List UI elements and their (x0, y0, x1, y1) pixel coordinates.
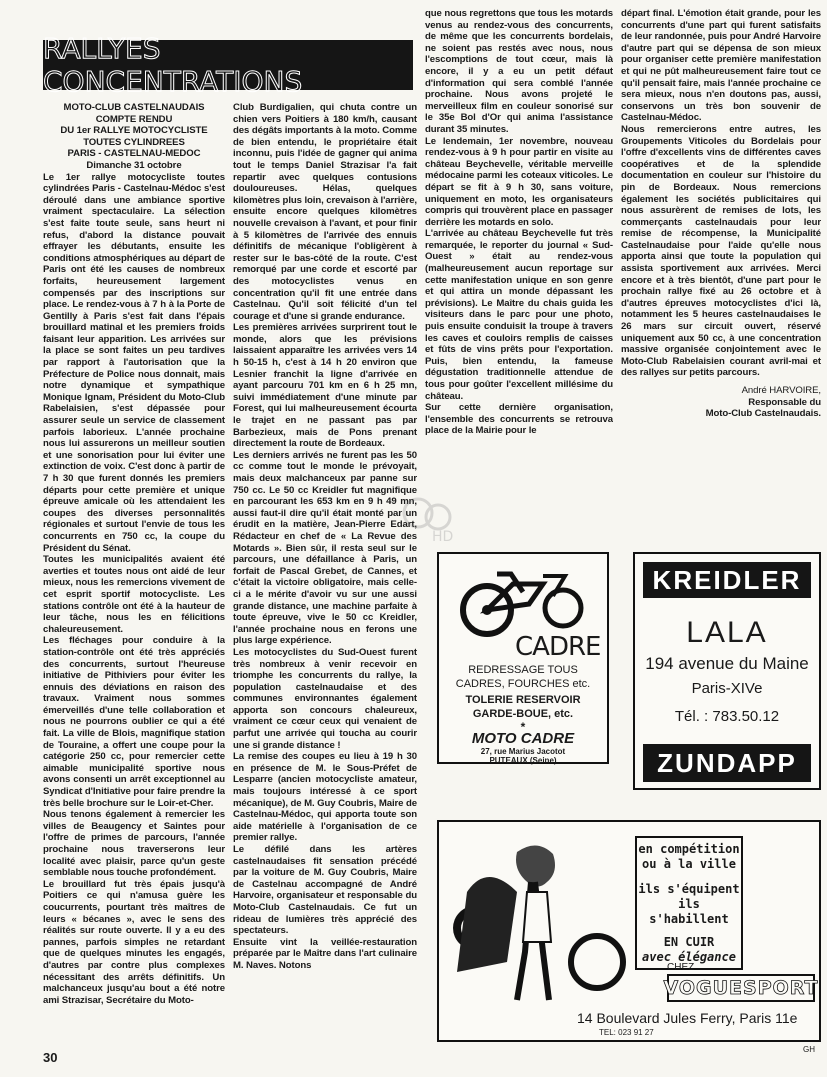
paragraph: Le lendemain, 1er novembre, nouveau rendez-vous à 9 h pour partir en visite au château Beychevelle, véritable merveille médocaine parmi les coteaux viticoles. Le départ se fit à 9 h 30, sans voiture, uniquement en moto, les organisateurs compris qui trouvèrent place en passager derrière les motards en solo. (425, 135, 613, 228)
heading-line: PARIS - CASTELNAU-MEDOC (67, 148, 201, 160)
paragraph: que nous regrettons que tous les motards venus au rendez-vous des concurrents, de même que les concurrents bordelais, ne soient pas restés avec nous, nous l'escomptions de tout cœur, mais là encore, il y a eu un petit défaut d'information qui sera comblé l'année prochaine. Nous avons projeté le merveilleux film en couleur sonorisé sur le 35e Bol d'Or qui anima l'assistance durant 35 minutes. (425, 8, 613, 135)
paragraph: Toutes les municipalités avaient été averties et toutes nous ont aidé de leur mieux, nous les remercions vivement de cet esprit sportif motocycliste. Les stations contrôle ont été à la hauteur de leur tâche, nous les en félicitions chaleureusement. (43, 554, 225, 635)
article-column-2 (233, 102, 417, 1042)
article-column-4 (621, 8, 821, 518)
signature-club: Moto-Club Castelnaudais. (705, 408, 821, 420)
slogan-line: ils s'équipent (638, 882, 740, 896)
ad-vogue-address: 14 Boulevard Jules Ferry, Paris 11e (577, 1010, 798, 1026)
page-number: 30 (43, 1050, 58, 1065)
ad-cadre-address: 27, rue Marius Jacotot (480, 747, 566, 756)
paragraph: Ensuite vint la veillée-restauration préparée par le Maître dans l'art culinaire M. Naves. Notons (233, 936, 417, 971)
ad-cadre-line: REDRESSAGE TOUS (468, 664, 578, 676)
ad-vogue-brand: VOGUESPORT (667, 974, 815, 1002)
ad-moto-cadre (437, 552, 609, 764)
signature (621, 385, 821, 420)
article-column-3 (425, 8, 613, 540)
ad-kreidler-tel: Tél. : 783.50.12 (674, 708, 780, 725)
slogan-line: en compétition (638, 842, 740, 856)
paragraph: Nous remercierons entre autres, les Groupements Viticoles du Bordelais pour l'offre d'excellents vins de différentes caves coopératives et de la splendide documentation en couleur sur l'histoire du pin de Bordeaux. Nous remercions également les sociétés publicitaires qui nous assurèrent de remises de lots, les commerçants castelnaudais pour leur remise de récompense, la Municipalité Castelnaudaise pour l'aide qu'elle nous apporta ainsi que toute la population qui assista sportivement aux arrivées. Merci encore et à très bientôt, d'une part pour le prochain rallye fixé au 26 octobre et à d'autres épreuves motocyclistes d'ici là, notamment les 5 heures castelnaudaises le 26 mars sur circuit ouvert, réservé uniquement aux 50 cc, à une concentration massive organisée conjointement avec le Moto-Club Rabelaisien courant avril-mai et des rallyes sur petits parcours. (621, 123, 821, 379)
moto-cadre-logo-icon (453, 568, 597, 638)
paragraph: Sur cette dernière organisation, l'ensemble des concurrents se retrouva place de la Mairie pour le (425, 402, 613, 437)
ad-kreidler-name: LALA (686, 616, 768, 649)
paragraph: Nous tenons également à remercier les villes de Beaugency et Saintes pour l'offre de primes de parcours, l'année prochaine nous traverserons leur localité avec plaisir, parce qu'un geste semblable nous touche profondément. (43, 809, 225, 879)
watermark-logo (400, 495, 460, 545)
svg-text:HD: HD (432, 529, 454, 545)
ad-kreidler-address: 194 avenue du Maine (645, 654, 809, 673)
signature-role: Responsable du (748, 396, 821, 408)
paragraph: Les derniers arrivés ne furent pas les 50 cc comme tout le monde le prévoyait, mais deux malchanceux par panne sur 750 cc. Le 50 cc Kreidler fut magnifique en parcourant les 653 km en 9 h 49 mn, aussi faut-il dire qu'il était monté par un érudit en la matière, Jean-Pierre Edart, Rédacteur en chef de « La Revue des Motards ». Bien sûr, il resta seul sur le parcours, une défaillance à Paris, un forfait de Pascal Grebet, de Cannes, et c'était la victoire obligatoire, mais celle-ci a le mérite d'avoir vu sur une aussi grande distance, une machine parfaite à toute épreuve, vive le 50 cc Kreidler, l'année prochaine nous en ferons une plus large expérience. (233, 449, 417, 647)
ad-kreidler-lala (633, 552, 821, 790)
ad-voguesport (437, 820, 821, 1054)
slogan-line: EN CUIR (663, 935, 715, 949)
paragraph: départ final. L'émotion était grande, pour les concurrents d'une part qui furent satisfaits de leur randonnée, puis pour André Harvoire d'autre part qui se dépensa de son mieux pour organiser cette première manifestation et qui ne pût malheureusement faire tout ce qu'il pensait faire, mais l'année prochaine ce sera mieux, nous n'en doutons pas, aussi, conservons un très bon souvenir de Castelnau-Médoc. (621, 8, 821, 124)
paragraph: Le défilé dans les artères castelnaudaises fit sensation précédé par la voiture de M. Guy Coubris, Maire de Castelnau accompagné de André Harvoire, organisateur et responsable du Moto-Club Castelnaudais. Ce fut un rideau de lumières très apprécié des spectateurs. (233, 844, 417, 937)
heading-line: DU 1er RALLYE MOTOCYCLISTE (60, 125, 208, 137)
rider-illustration-icon (447, 832, 627, 1004)
ad-vogue-chez: CHEZ (667, 962, 695, 973)
paragraph: La remise des coupes eu lieu à 19 h 30 en présence de M. le Sous-Préfet de Lesparre (ancien motocycliste amateur, mais toujours intéressé à ce sport mécanique), de M. Guy Coubris, Maire de Castelnau-Médoc, qui apporta toute son aide matérielle à l'organisation de ce premier rallye. (233, 751, 417, 844)
ad-cadre-name: MOTO CADRE (471, 730, 575, 747)
ad-cadre-line: CADRES, FOURCHES etc. (455, 678, 591, 690)
paragraph: L'arrivée au château Beychevelle fut très remarquée, le reporter du journal « Sud-Ouest » était au rendez-vous (malheureusement aucun reportage sur cette manifestation unique en son genre et qui attira un monde dépassant les prévisions). Le Maître du chais guida les visiteurs dans le parc pour une photo, puis ensuite conduisit la troupe à travers les caves et couloirs remplis de caisses et fûts de vins prêts pour l'exportation. Puis, bien entendu, la fameuse dégustation traditionnelle attendue de tous pour goûter l'excellent millésime du château. (425, 228, 613, 402)
ad-kreidler-bottom-bar: ZUNDAPP (643, 744, 811, 782)
slogan-line: ou à la ville (642, 857, 736, 871)
heading-line: MOTO-CLUB CASTELNAUDAIS (63, 102, 205, 113)
ad-cadre-line: GARDE-BOUE, etc. (472, 708, 574, 720)
ad-cadre-city: PUTEAUX (Seine) (489, 756, 557, 765)
heading-line: COMPTE RENDU (95, 113, 173, 125)
ad-cadre-brand: CADRE (515, 632, 601, 662)
section-banner: RALLYES CONCENTRATIONS (43, 40, 413, 90)
slogan-line: avec élégance (642, 950, 736, 964)
article-column-1 (43, 102, 225, 1042)
paragraph: Le brouillard fut très épais jusqu'à Poitiers ce qui n'amusa guère les coucurrents, pourtant très maîtres de leurs « bécanes », avec le sens des réalités sur route ouverte. Il y a eu des pannes, parfois simples ne retardant que de quelques minutes les engagés, d'autres par contre plus complexes nécessitant des arrêts définitifs. Un malchanceux jusqu'au bout a été notre ami Strazisar, Secrétaire du Moto- (43, 878, 225, 1006)
paragraph: Les motocyclistes du Sud-Ouest furent très nombreux à venir recevoir en triomphe les concurrents du rallye, la population castelnaudaise et des communes environnantes également apporta son concours chaleureux, vraiment ce cœur ceux qui venaient de parfut une arrivée qui toucha au courir une si grande distance ! (233, 646, 417, 751)
slogan-line: ils s'habillent (649, 897, 729, 926)
ad-kreidler-top-bar: KREIDLER (643, 562, 811, 598)
ad-kreidler-city: Paris-XIVe (691, 680, 763, 697)
paragraph: Les premières arrivées surprirent tout le monde, alors que les prévisions laissaient apparaître les arrivées vers 14 h 50-15 h, c'est à 14 h 20 environ que Lesnier franchit la ligne d'arrivée en ayant parcouru 701 km en 6 h 25 mn, suivi immédiatement d'une minute par Forest, qui lui malheureusement écourta le trajet en ne passant pas par Barbezieux, mais de Pons prenant directement la route de Bordeaux. (233, 322, 417, 450)
paragraph: Les fléchages pour conduire à la station-contrôle ont été très appréciés des concurrents, surtout l'heureuse initiative de Pithiviers pour éviter les ennuis des déviations en raison des travaux. Vraiment nous sommes émerveillés d'une telle collaboration et nous ne pourrons oublier ce qui a été fait. La ville de Blois, magnifique station de Touraine, a offert une coupe pour la catégorie 250 cc, pour remercier cette aimable municipalité sportive nous avons consenti un arrêt exceptionnel au Syndicat d'Initiative pour faire prendre la très belle brochure sur le Loir-et-Cher. (43, 635, 225, 809)
ad-vogue-slogan (635, 836, 743, 970)
paragraph: Club Burdigalien, qui chuta contre un chien vers Poitiers à 180 km/h, causant des dégâts importants à la moto. Comme de bien entendu, le propriétaire était inconnu, puis l'idée de gagner qui anima tout le temps Daniel Strazisar l'a fait repartir avec quelques contusions douloureuses. Hélas, quelques kilomètres plus loin, crevaison à l'arrière, ensuite encore quelques kilomètres nouvelle crevaison à l'avant, et pour finir à 5 kilomètres de l'arrivée des ennuis définitifs de mécanique l'obligèrent à rester sur le bas-côté de la route. C'est remorqué par une corde et escorté par des motocyclistes venus en concentration qu'il fit une entrée dans Castelnau. Qu'il soit félicité d'un tel courage et d'une si grande endurance. (233, 102, 417, 322)
ad-cadre-line: TOLERIE RESERVOIR (465, 694, 581, 706)
ad-vogue-tel: TEL: 023 91 27 (599, 1028, 654, 1037)
ad-vogue-initials: GH (803, 1045, 815, 1054)
paragraph: Le 1er rallye motocycliste toutes cylindrées Paris - Castelnau-Médoc s'est déroulé dans une ambiance sportive vraiment spectaculaire. La sélection s'est faite toute seule, sans heurt ni refus, d'abord la distance pouvait effrayer les débutants, ensuite les conditions atmosphériques au départ de Paris ont été les causes de nombreux forfaits, heureusement largement compensés par des inscriptions sur place. Le rendez-vous à 7 h à la Porte de Gentilly à Paris s'est fait dans l'épais brouillard matinal et les premiers froids faisant leur apparition. Les arrivées sur la place se sont faites un peu tardives par rapport à l'autorisation que la Préfecture de Police nous donnait, mais notre dynamique et sympathique Monique Ignam, Président du Moto-Club Rabelaisien, s'est dépassée pour assurer seule un service de classement parfois laborieux. L'année prochaine nous lui assurerons un meilleur soutien et une sonorisation pour lui éviter une extinction de voix. C'est donc à partir de 7 h 30 que furent donnés les premiers départs pour cette première et unique épreuve amicale où les attendaient les coupes des diverses personnalités régionales et surtout l'envie de tous les concurrents en 750 cc, la coupe du Président du Sénat. (43, 171, 225, 554)
signature-name: André HARVOIRE, (741, 385, 821, 396)
heading-date: Dimanche 31 octobre (86, 159, 182, 171)
heading-line: TOUTES CYLINDREES (83, 136, 185, 148)
ad-cadre-star: * (520, 720, 526, 734)
